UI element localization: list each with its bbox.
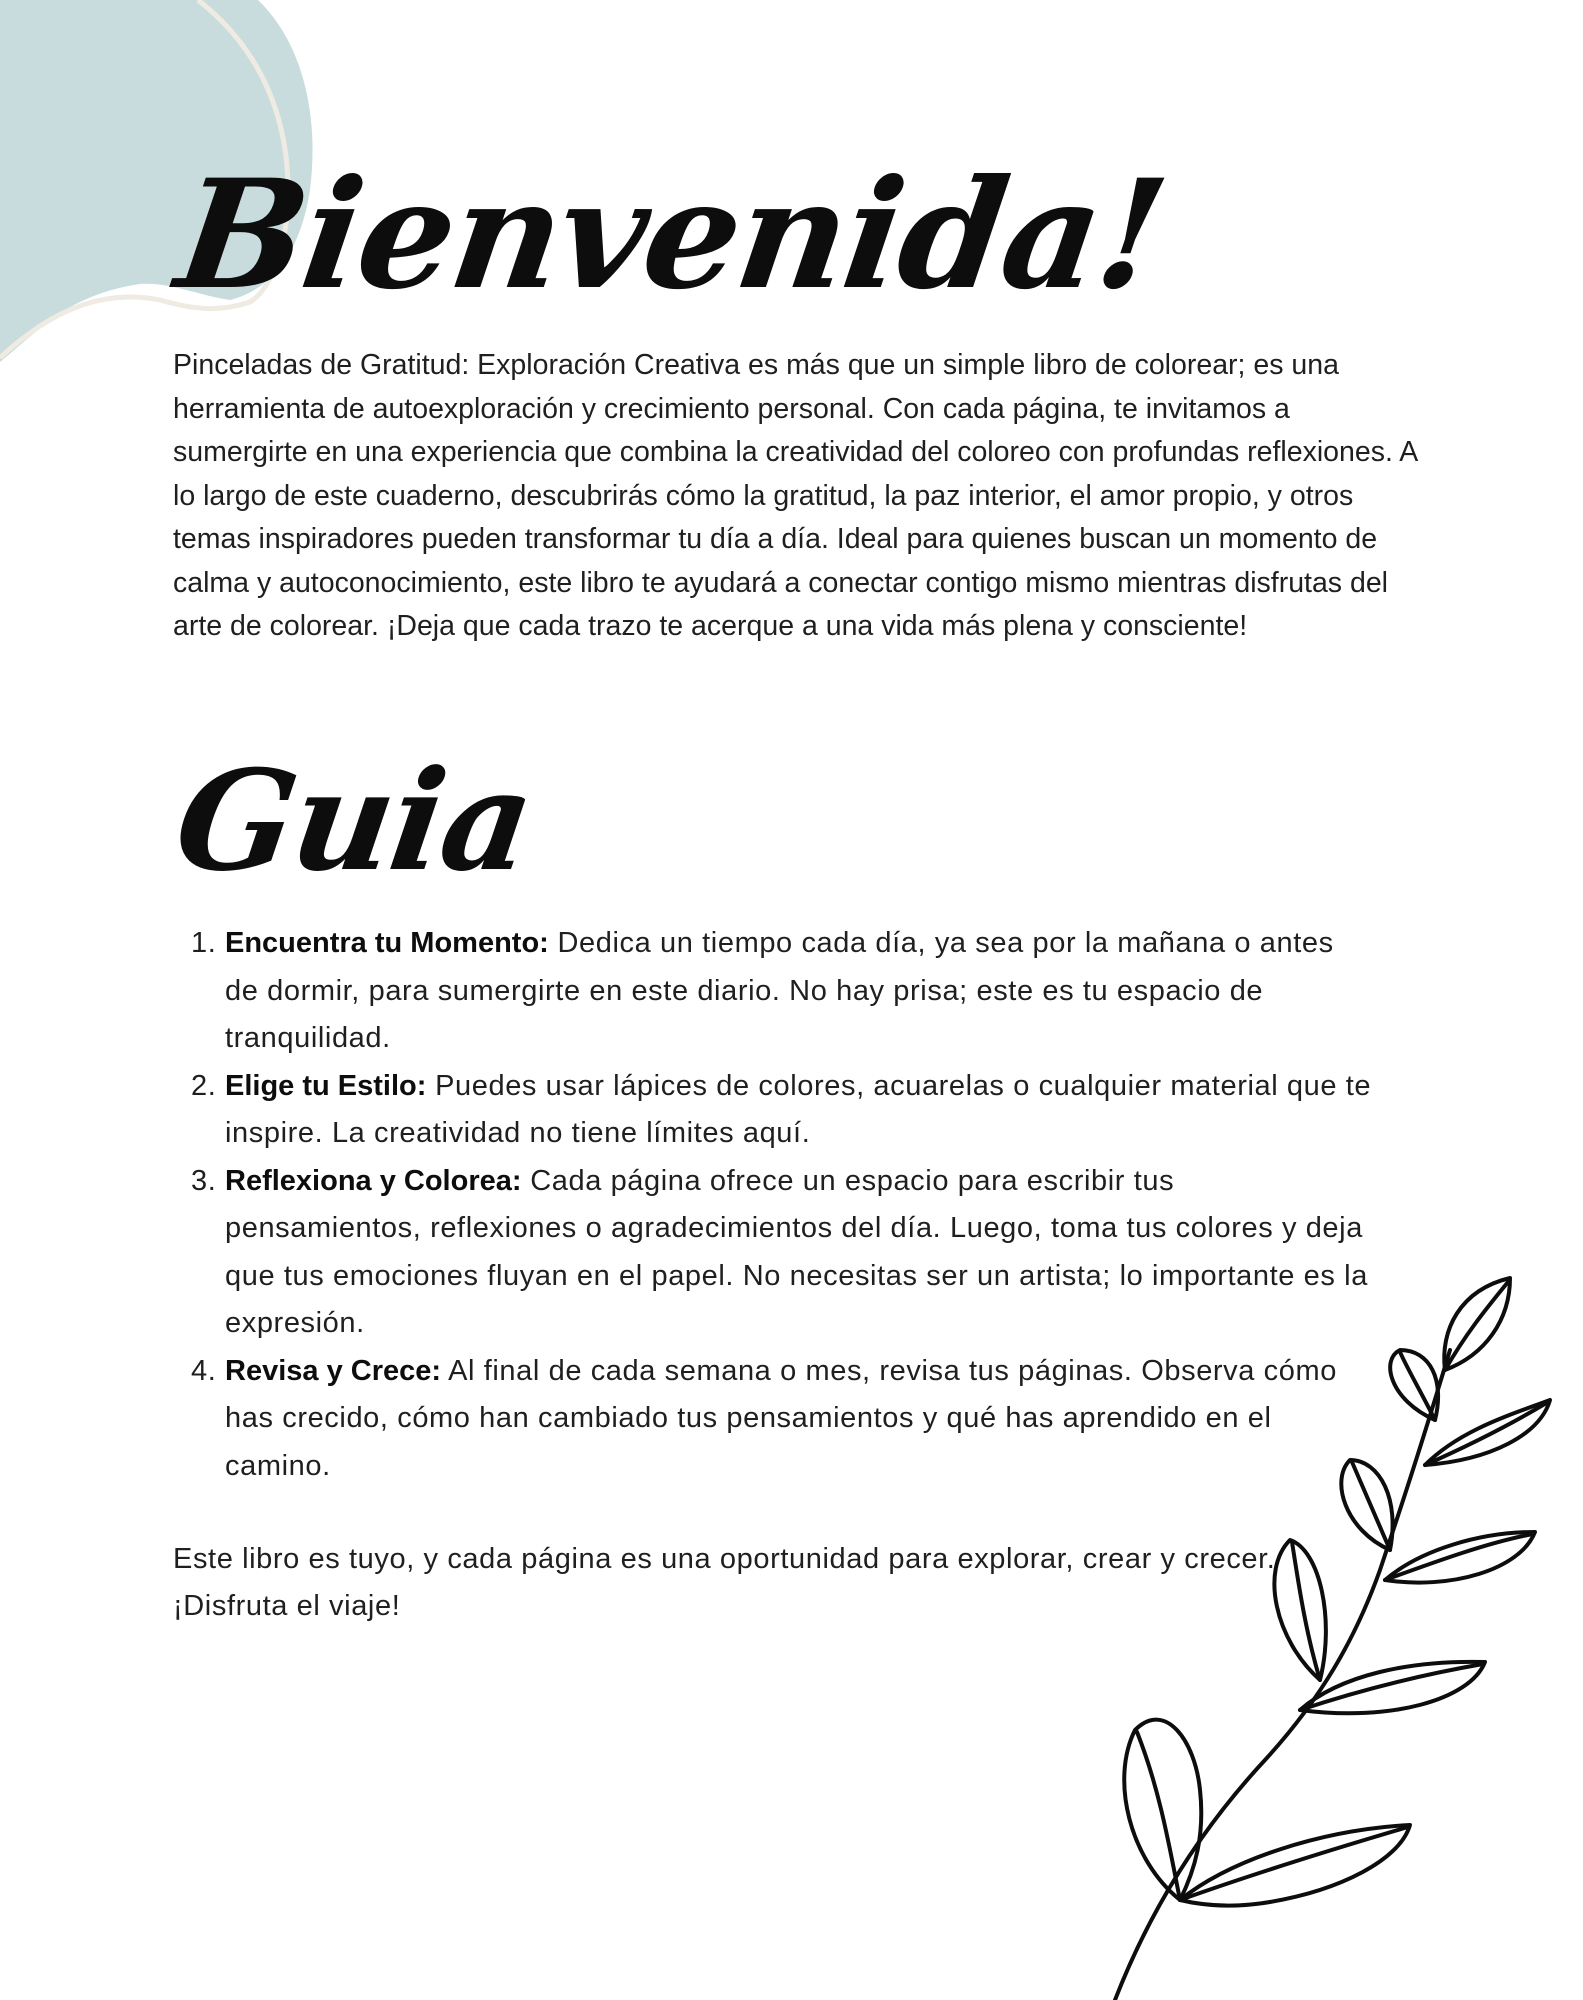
item-text: Puedes usar lápices de colores, acuarelas o cualquier material que te inspire. La creatividad no tiene límites aquí.	[225, 1069, 1372, 1149]
closing-paragraph: Este libro es tuyo, y cada página es una oportunidad para explorar, crear y crecer. ¡Disfruta el viaje!	[173, 1543, 1276, 1622]
guide-item	[173, 920, 1373, 1063]
item-text: Cada página ofrece un espacio para escribir tus pensamientos, reflexiones o agradecimientos del día. Luego, toma tus colores y deja que tus emociones fluyan en el papel. No necesitas ser un artista; lo importante es la expresión.	[225, 1164, 1368, 1339]
guide-title: Guia	[166, 739, 542, 902]
item-number: 3.	[191, 1164, 217, 1197]
item-text: Al final de cada semana o mes, revisa tus páginas. Observa cómo has crecido, cómo han cambiado tus pensamientos y qué has aprendido en el camino.	[225, 1354, 1337, 1482]
intro-paragraph: Pinceladas de Gratitud: Exploración Creativa es más que un simple libro de colorear; es una herramienta de autoexploración y crecimiento personal. Con cada página, te invitamos a sumergirte en una experiencia que combina la creatividad del coloreo con profundas reflexiones. A lo largo de este cuaderno, descubrirás cómo la gratitud, la paz interior, el amor propio, y otros temas inspiradores pueden transformar tu día a día. Ideal para quienes buscan un momento de calma y autoconocimiento, este libro te ayudará a conectar contigo mismo mientras disfrutas del arte de colorear. ¡Deja que cada trazo te acerque a una vida más plena y consciente!	[173, 349, 1417, 642]
leaf-branch-icon	[1090, 1270, 1570, 2000]
item-heading: Elige tu Estilo:	[225, 1069, 427, 1102]
item-heading: Revisa y Crece:	[225, 1354, 442, 1387]
item-number: 1.	[191, 927, 217, 959]
item-heading: Encuentra tu Momento:	[225, 927, 549, 959]
welcome-title: Bienvenida!	[167, 147, 1176, 323]
item-heading: Reflexiona y Colorea:	[225, 1164, 522, 1197]
item-number: 2.	[191, 1069, 217, 1102]
guide-item	[173, 1063, 1373, 1158]
item-text: Dedica un tiempo cada día, ya sea por la mañana o antes de dormir, para sumergirte en este diario. No hay prisa; este es tu espacio de tranquilidad.	[225, 927, 1334, 1054]
item-number: 4.	[191, 1354, 217, 1387]
